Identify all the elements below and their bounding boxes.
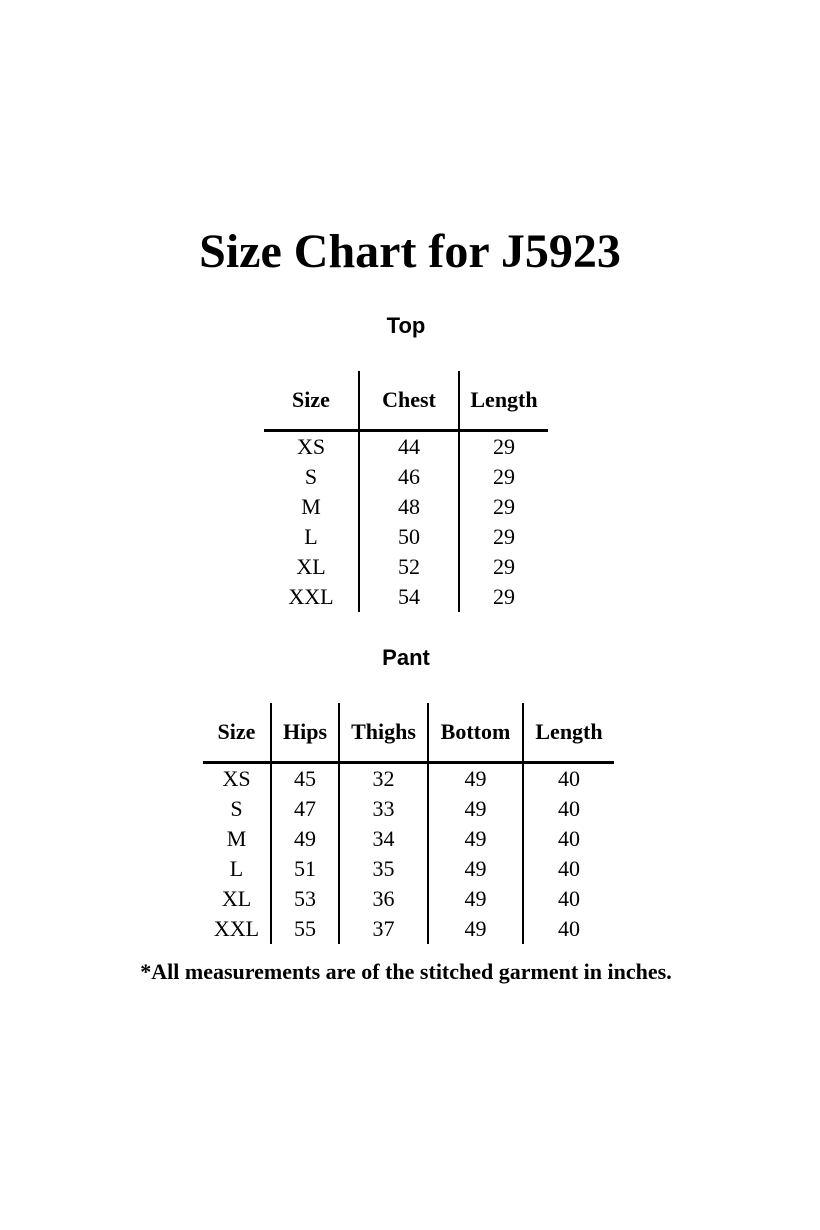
table-row — [203, 854, 614, 884]
column-header: Bottom — [428, 703, 523, 763]
table-header-row — [203, 703, 614, 763]
measurement-footnote: *All measurements are of the stitched garment in inches. — [140, 959, 672, 984]
table-cell: 48 — [359, 492, 459, 522]
table-row — [264, 552, 548, 582]
table-cell: 29 — [493, 554, 515, 579]
pant-section-label: Pant — [382, 645, 430, 670]
table-cell: L — [203, 854, 271, 884]
column-header: Thighs — [339, 703, 428, 763]
table-cell: 40 — [558, 766, 580, 791]
table-cell: 40 — [558, 916, 580, 941]
table-header-row — [264, 371, 548, 431]
table-cell: XXL — [203, 914, 271, 944]
table-cell: 49 — [271, 824, 339, 854]
table-cell: 53 — [271, 884, 339, 914]
table-row — [203, 824, 614, 854]
table-cell: 40 — [558, 796, 580, 821]
table-cell: 49 — [428, 824, 523, 854]
page-title: Size Chart for J5923 — [199, 225, 621, 278]
table-cell: 44 — [359, 431, 459, 463]
pant-size-table — [203, 703, 614, 944]
table-cell: 45 — [271, 763, 339, 795]
column-header: Size — [264, 371, 359, 431]
column-header: Size — [203, 703, 271, 763]
table-row — [203, 914, 614, 944]
table-cell: 36 — [339, 884, 428, 914]
table-cell: 32 — [339, 763, 428, 795]
table-cell: 29 — [493, 464, 515, 489]
table-cell: 49 — [428, 914, 523, 944]
table-cell: 49 — [428, 763, 523, 795]
table-row — [264, 431, 548, 463]
table-cell: XL — [203, 884, 271, 914]
table-cell: 50 — [359, 522, 459, 552]
table-cell: 52 — [359, 552, 459, 582]
table-cell: 34 — [339, 824, 428, 854]
table-cell: 49 — [428, 794, 523, 824]
table-cell: 35 — [339, 854, 428, 884]
top-size-table — [264, 371, 548, 612]
table-cell: 46 — [359, 462, 459, 492]
table-cell: 49 — [428, 884, 523, 914]
table-cell: 33 — [339, 794, 428, 824]
table-cell: S — [264, 462, 359, 492]
table-cell: 40 — [558, 886, 580, 911]
table-cell: 40 — [558, 856, 580, 881]
table-row — [264, 462, 548, 492]
table-cell: 55 — [271, 914, 339, 944]
table-cell: XS — [203, 763, 271, 795]
column-header: Length — [523, 703, 614, 763]
table-cell: 29 — [493, 494, 515, 519]
table-row — [264, 582, 548, 612]
table-cell: 40 — [558, 826, 580, 851]
top-section-label: Top — [386, 313, 426, 338]
table-cell: M — [264, 492, 359, 522]
column-header: Length — [459, 371, 548, 431]
table-cell: 29 — [493, 524, 515, 549]
table-cell: 29 — [493, 584, 515, 609]
table-cell: 37 — [339, 914, 428, 944]
table-cell: XXL — [264, 582, 359, 612]
table-row — [203, 794, 614, 824]
column-header: Hips — [271, 703, 339, 763]
table-row — [203, 884, 614, 914]
table-cell: 54 — [359, 582, 459, 612]
table-cell: 51 — [271, 854, 339, 884]
table-cell: 29 — [493, 434, 515, 459]
table-cell: XS — [264, 431, 359, 463]
column-header: Chest — [359, 371, 459, 431]
table-cell: 49 — [428, 854, 523, 884]
table-row — [203, 763, 614, 795]
table-cell: L — [264, 522, 359, 552]
table-cell: S — [203, 794, 271, 824]
table-cell: XL — [264, 552, 359, 582]
table-row — [264, 492, 548, 522]
table-cell: 47 — [271, 794, 339, 824]
table-row — [264, 522, 548, 552]
table-cell: M — [203, 824, 271, 854]
